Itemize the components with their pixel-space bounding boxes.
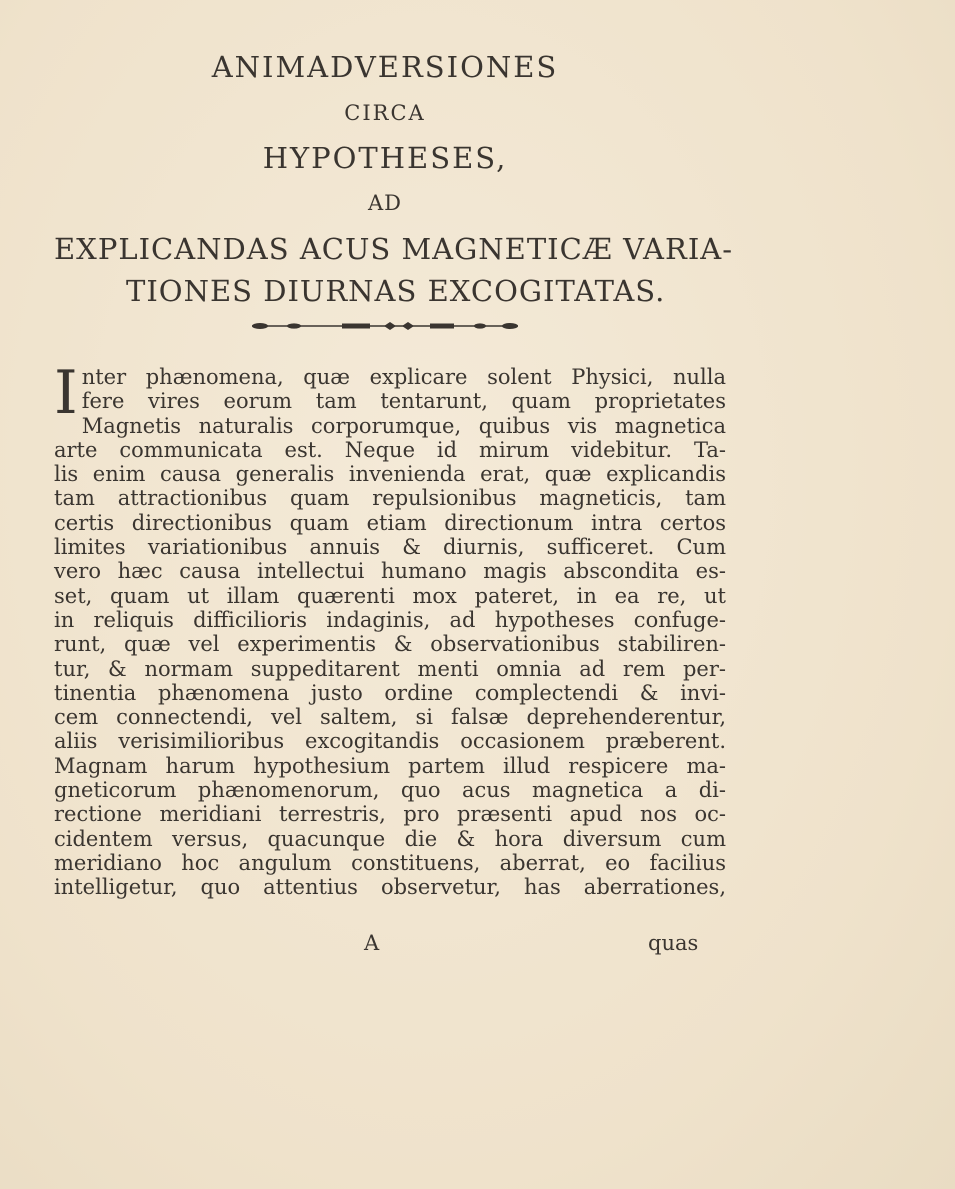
text-line: in reliquis difficilioris indaginis, ad hypotheses confuge- [54,607,726,632]
text-line: vero hæc causa intellectui humano magis abscondita es- [54,559,726,584]
title-line-5: EXPLICANDAS ACUS MAGNETICÆ VARIA- [54,232,734,266]
text-line: Magnam harum hypothesium partem illud respicere ma- [54,753,726,778]
text-line: set, quam ut illam quærenti mox pateret, in ea re, ut [54,583,726,608]
text-line: intelligetur, quo attentius observetur, has aberrationes, [54,875,726,900]
title-line-4: AD [367,191,402,215]
title-line-1: ANIMADVERSIONES [211,50,559,84]
text-line: runt, quæ vel experimentis & observationibus stabiliren- [54,632,726,657]
text-line: gneticorum phænomenorum, quo acus magnetica a di- [54,778,726,803]
text-line: fere vires eorum tam tentarunt, quam proprietates [81,389,726,414]
catchword: quas [648,931,699,955]
text-line: nter phænomena, quæ explicare solent Physici, nulla [81,365,726,389]
title-block [0,48,770,312]
text-line: arte communicata est. Neque id mirum videbitur. Ta- [54,437,726,462]
ornament-rule [250,320,520,332]
title-line-2: CIRCA [344,101,426,125]
body-text [54,358,726,900]
page-footer [0,931,955,961]
text-line: lis enim causa generalis invenienda erat, quæ explicandis [54,462,726,487]
title-line-6: TIONES DIURNAS EXCOGITATAS. [126,274,666,308]
text-line: certis directionibus quam etiam directionum intra certos [54,510,726,535]
text-line: cem connectendi, vel saltem, si falsæ deprehenderentur, [54,705,726,730]
text-line: tur, & normam suppeditarent menti omnia ad rem per- [54,656,726,681]
title-line-3: HYPOTHESES, [262,141,508,175]
text-line: meridiano hoc angulum constituens, aberrat, eo facilius [54,850,726,875]
signature-mark: A [364,931,380,955]
drop-cap: I [54,358,78,428]
text-line: Magnetis naturalis corporumque, quibus vis magnetica [81,413,726,438]
text-line: limites variationibus annuis & diurnis, sufficeret. Cum [54,535,726,560]
text-line: tam attractionibus quam repulsionibus magneticis, tam [54,486,726,511]
text-line: cidentem versus, quacunque die & hora diversum cum [54,826,726,851]
text-line: rectione meridiani terrestris, pro præsenti apud nos oc- [54,802,726,827]
text-line: tinentia phænomena justo ordine complectendi & invi- [54,680,726,705]
text-line: aliis verisimilioribus excogitandis occasionem præberent. [54,729,726,754]
